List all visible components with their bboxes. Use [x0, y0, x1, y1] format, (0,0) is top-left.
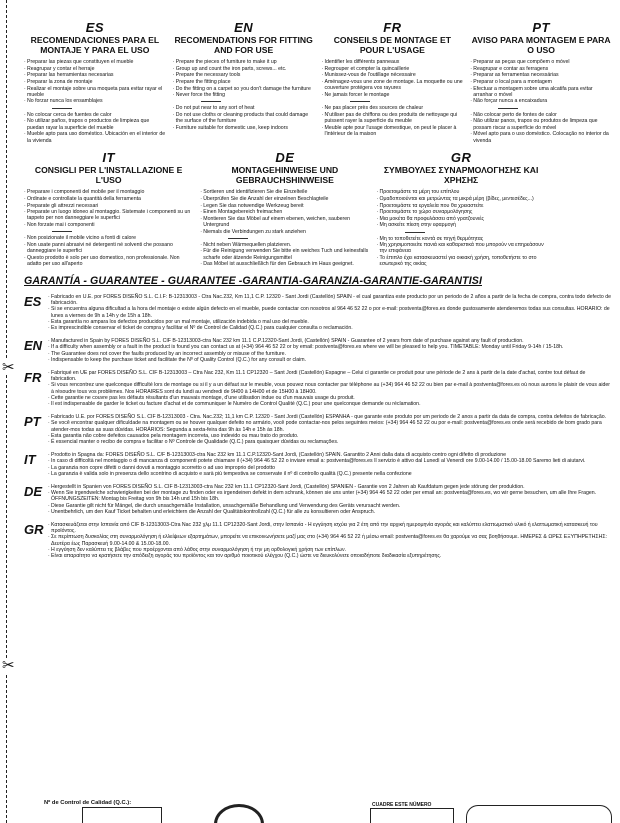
guarantee-line: · Unentbehrlich, um den Kauf Ticket behalten und erleichtern die Anzahl der Qualitätskontrollzahl (Q.C.) für alle zu konsultieren oder Anspruch. [48, 509, 612, 515]
guarantee-line: · The Guarantee does not cover the faults produced by an incorrect assembly or misuse of the furniture. [48, 351, 612, 357]
list-item: · Preparar las herramientas necesarias [24, 72, 166, 78]
divider [498, 108, 518, 109]
empty-column [553, 150, 612, 268]
guarantee-lines [48, 338, 612, 363]
list-item: · Não utilizar panos, trapos ou produtos de limpeza que possam riscar a superfície do móvel [470, 118, 612, 131]
assembly-tips [24, 189, 193, 228]
instructions-sheet [24, 20, 612, 559]
recommendation-heading: AVISO PARA MONTAGEM E PARA O USO [471, 35, 611, 55]
list-item: · Ne jamais forcer le montage [322, 92, 464, 98]
list-item: · Sortieren und identifizieren Sie die Einzelteile [200, 189, 369, 195]
usage-tips [24, 235, 193, 267]
guarantee-title: GARANTÍA - GUARANTEE - GUARANTEE -GARANTIA-GARANZIA-GARANTIE-GARANTISI [24, 274, 482, 287]
assembly-tips [24, 59, 166, 105]
guarantee-line: · Wenn Sie irgendwelche schwierigkeiten bei der montage zu finden oder es irgendeinen defekt in dem schrank, können sie uns unter (+34) 964 46 52 22 oder per email an: postventa@fores.es, wo wir gerne besuchen, um alle Ihre Fragen. ÖFFNUNGSZEITEN: Montag bis Freitag von 9h bis 14h und 15h bis 18h. [48, 490, 612, 502]
list-item: · Prepare the necessary tools [173, 72, 315, 78]
guarantee-line: · Fabricado en U.E. por FORES DISEÑO S.L. C.I.F: B-12313003 - Ctra Nac.232, Km 11,1 C.P. 12320 - Sant Jordi (Castellón) SPAIN - el cual garantiza este producto por un periodo de 2 años a partir de la fecha de compra, contra todo defecto de fabricación. [48, 294, 612, 306]
list-item: · Non posizionate il mobile vicino a fonti di calore [24, 235, 193, 241]
list-item: · Μια μοκέτα θα προφυλάσσει από γρατζουνιές [377, 216, 546, 222]
guarantee-lines [48, 414, 612, 445]
recommendation-column-en [173, 20, 315, 144]
list-item: · Montieren Sie das Möbel auf einem ebenen, weichen, sauberen Untergrund [200, 216, 369, 229]
list-item: · No utilizar paños, trapos o productos de limpieza que puedan rayar la superficie del mueble [24, 118, 166, 131]
language-code: PT [532, 20, 550, 35]
list-item: · Não colocar perto de fontes de calor [470, 112, 612, 118]
language-code: FR [383, 20, 402, 35]
list-item: · N'utiliser pas de chiffons ou des produits de nettoyage qui puissent rayer la superficie du meuble [322, 112, 464, 125]
divider [52, 231, 72, 232]
list-item: · No colocar cerca de fuentes de calor [24, 112, 166, 118]
guarantee-line: · Manufactured in Spain by FORES DISEÑO S.L. CIF B-12313003-ctra Nac 232 km 11.1 C.P.12320-Sant Jordi, (Castellón) SPAIN - Guarantee of 2 years from date of purchase against any fault of production. [48, 338, 612, 344]
usage-tips [470, 112, 612, 144]
recommendation-column-it [24, 150, 193, 268]
recommendation-column-de [200, 150, 369, 268]
list-item: · Do not use cloths or cleaning products that could damage the surface of the furniture [173, 112, 315, 125]
guarantee-line: · Fabricado U.E. por FORES DISEÑO S.L. CIF B-12313003 - Ctra. Nac.232; 11,1 km C.P. 12320 - Sant Jordi (Castellón) ESPANHA - que garante este produto por um periodo de 2 anos a partir da data de compra, contra defeitos de fabricação. [48, 414, 612, 420]
list-item: · Do the fitting on a carpet so you don't damage the furniture [173, 86, 315, 92]
logo-mark [214, 804, 264, 823]
divider [201, 101, 221, 102]
guarantee-line: · Indispensable to keep the purchase ticket and facilitate the Nº of Quality Control (Q.C.) for any consult or claim. [48, 357, 612, 363]
list-item: · Preparar as ferramentas necessárias [470, 72, 612, 78]
recommendation-heading: CONSIGLI PER L'INSTALLAZIONE E L'USO [34, 165, 183, 185]
guarantee-line: · Diese Garantie gilt nicht für Mängel, die durch unsachgemäße Installation, unsachgemäße Behandlung und Verwendung des Geräts verursacht werden. [48, 503, 612, 509]
list-item: · Nicht neben Wärmequellen platzieren. [200, 242, 369, 248]
guarantee-line: · Κατασκευάζεται στην Ισπανία από CIF B-12313003-Ctra Nac 232 χλμ 11.1 CP12320-Sant Jordi, στην Ισπανία - Η εγγύηση ισχύει για 2 έτη από την αρχική ημερομηνία αγοράς και καλύπτει ελαττωματικό υλικό ή ελαττωματική κατασκευή του προϊόντος. [48, 522, 612, 534]
list-item: · Das Möbel ist ausschließlich für den Gebrauch im Haus geeignet. [200, 261, 369, 267]
list-item: · Legen Sie das notwendige Werkzeug bereit [200, 203, 369, 209]
guarantee-es [24, 294, 612, 331]
list-item: · Μη το τοποθετείτε κοντά σε πηγή θερμότητας [377, 236, 546, 242]
list-item: · Μη ασκείτε πίεση στην εφαρμογή [377, 222, 546, 228]
guarantee-line: · If a difficulty when assembly or a fault in the product is found you can contact us at (+34) 964 46 52 22 or by email: postventa@fores.es where we will be pleased to help you. TIMETABLE: Monday until Friday 9-14h / 15-18h. [48, 344, 612, 350]
qc-label: Nº de Control de Calidad (Q.C.): [44, 800, 132, 806]
guarantee-pt [24, 414, 612, 445]
guarantee-line: · La garanzia non copre difetti o danni dovuti a montaggio scorretto o ad uso improprio del prodotto [48, 465, 612, 471]
list-item: · Einen Montagebereich freimachen [200, 209, 369, 215]
language-code: FR [24, 369, 42, 385]
guarantee-list [24, 294, 612, 559]
stamp-label: CUADRE ESTE NÚMERO [372, 802, 432, 808]
list-item: · Für die Reinigung verwenden Sie bitte ein weiches Tuch und keinesfalls scharfe oder ätzende Reinigungsmittel [200, 248, 369, 261]
guarantee-line: · Il est indispensable de garder le ticket ou facture d'achat et de communiquer le Numéro de Control Qualité (Q.C.) pour une quelconque demande ou réclamation. [48, 401, 612, 407]
guarantee-line: · Es imprescindible conservar el ticket de compra y facilitar el Nº de Control de Calidad (Q.C.) para cualquier consulta o reclamación. [48, 325, 612, 331]
list-item: · Questo prodotto è solo per uso domestico, non professionale. Non adatto per uso all'aperto [24, 255, 193, 268]
assembly-tips [322, 59, 464, 98]
list-item: · Regrouper et compter la quincaillerie [322, 66, 464, 72]
recommendations-row-1 [24, 20, 612, 144]
guarantee-line: · Η εγγύηση δεν καλύπτει τις βλάβες που προέρχονται από λάθος στην συναρμολόγηση ή την μη ορθολογική χρήση των επίπλων. [48, 547, 612, 553]
guarantee-lines [48, 452, 612, 477]
recommendation-column-es [24, 20, 166, 144]
guarantee-lines [48, 484, 612, 515]
assembly-tips [470, 59, 612, 105]
list-item: · Efectuar a montagem sobre uma alcatifa para evitar arranhar o móvel [470, 86, 612, 99]
guarantee-line: · Cette garantie ne couvre pas les défauts résultants d'un mauvais montage, d'une utilisation indue ou d'un mauvais usage du produit. [48, 395, 612, 401]
guarantee-line: · In caso di difficoltà nel montaggio o di mancanza di componenti potete chiamare il (+34) 964 46 52 22 o inviare email a: postventa@fores.es Il servizio è attivo dal Lunedì al Venerdì ore 9.00-14.00 / 15.00-18.00 Saremo lieti di aiutarvi. [48, 458, 612, 464]
scissors-icon: ✂ [2, 657, 15, 674]
language-code: GR [450, 150, 472, 166]
list-item: · Non forzate mai i componenti [24, 222, 193, 228]
guarantee-line: · Fabriqué en UE par FORES DISEÑO S.L. CIF B-12313003 – Ctra Nac 232, Km 11.1 CP12320 – Sant Jordi (Castellón) Espagne – Celui ci garantie ce produit pour une période de 2 ans à partir de la date d'achat, contre tout défaut de fabrication. [48, 370, 612, 382]
language-code: ES [85, 20, 105, 35]
guarantee-gr [24, 522, 612, 559]
footer [36, 800, 612, 823]
list-item: · Ομαδοποιούνται και μετρώντας τα μικρά μέρη (βίδες, μεντεσέδες...) [377, 196, 546, 202]
list-item: · Preparate gli attrezzi necessari [24, 203, 193, 209]
cut-line [6, 0, 7, 823]
list-item: · Mueble apto para uso doméstico. Ubicación en el interior de la vivienda [24, 131, 166, 144]
recommendation-heading: ΣΥΜΒΟΥΛΕΣ ΣΥΝΑΡΜΟΛΟΓΗΣΗΣ ΚΑΙ ΧΡΗΣΗΣ [383, 165, 539, 185]
divider [350, 101, 370, 102]
divider [228, 238, 248, 239]
language-code: EN [24, 338, 43, 354]
guarantee-line: · Si se encuentra alguna dificultad a la hora del montaje o existe algún defecto en el mueble, puede contactar con nosotros al 964 46 52 22 o por e-mail: postventa@fores.es donde gustosamente atenderemos todas sus consultas. HORARIO: de lunes a viernes de 9h a 14h y de 15h a 18h. [48, 306, 612, 318]
language-code: IT [102, 150, 115, 166]
usage-tips [24, 112, 166, 144]
recommendation-heading: MONTAGEHINWEISE UND GEBRAUCHSHINWEISE [231, 165, 339, 185]
list-item: · Ordinate e controllate la quantità della ferramenta [24, 196, 193, 202]
list-item: · Προετοιμάστε το χώρο συναρμολόγησης [377, 209, 546, 215]
guarantee-en [24, 338, 612, 363]
guarantee-line: · Σε περίπτωση δυσκολίας στη συναρμολόγηση ή ελλείψεων εξαρτημάτων, μπορείτε να επικοινωνήσετε μαζί μας στο (+34) 964 46 52 22 ή μέσω email: postventa@fores.es θα χαρούμε να σας βοηθήσουμε. ΗΜΕΡΕΣ & ΩΡΕΣ ΕΞΥΠΗΡΕΤΗΣΗΣ: Δευτέρα έως Παρασκευή 9.00-14.00 & 15.00-18.00. [48, 534, 612, 546]
list-item: · Móvel apto para o uso doméstico. Colocação no interior da vivenda [470, 131, 612, 144]
list-item: · Group up and count the iron parts, screws... etc. [173, 66, 315, 72]
stamp-box [370, 808, 454, 823]
guarantee-line: · É essencial manter o recibo de compra e facilitar o Nº Controle de Qualidade (Q.C.) para quaisquer dúvidas ou reclamações. [48, 439, 612, 445]
guarantee-line: · Hergestellt in Spanien von FORES DISEÑO S.L. CIF B-12313003-ctra Nac 232 km 11.1 CP12320-Sant Jordi, (Castellón) SPANIEN - Garantie von 2 Jahren ab Kaufdatum gegen jede störung der produktion. [48, 484, 612, 490]
guarantee-lines [48, 370, 612, 407]
language-code: PT [24, 414, 41, 430]
recommendation-heading: CONSEILS DE MONTAGE ET POUR L'USAGE [333, 35, 452, 55]
list-item: · Preparar as peças que compõem o móvel [470, 59, 612, 65]
language-code: ES [24, 293, 42, 309]
list-item: · Προετοιμάστε τα εργαλεία που θα χρειαστείτε [377, 203, 546, 209]
usage-tips [200, 242, 369, 268]
qc-box [82, 807, 162, 823]
recommendation-column-fr [322, 20, 464, 144]
list-item: · Reagrupar e contar as ferragens [470, 66, 612, 72]
list-item: · Preparar o local para a montagem [470, 79, 612, 85]
list-item: · Never force the fitting [173, 92, 315, 98]
list-item: · Furniture suitable for domestic use, keep indoors [173, 125, 315, 131]
usage-tips [173, 105, 315, 131]
guarantee-lines [48, 522, 612, 559]
recommendation-heading: RECOMENDACIONES PARA EL MONTAJE Y PARA EL USO [30, 35, 160, 55]
list-item: · Niemals die Verbindungen zu stark anziehen [200, 229, 369, 235]
guarantee-line: · Esta garantía no ampara los defectos producidos por un mal montaje, utilización indebida o mal uso del mueble. [48, 319, 612, 325]
guarantee-line: · Si vous rencontrez une quelconque difficulté lors de montage ou si il y a un défaut sur le meuble, vous pouvez nous contacter par téléphone au (+34) 964 46 52 22 ou bien par e-mail à postventa@fores.es où nous aurons le plaisir de vous aider à résoudre tous vos problèmes. Nos HORAIRES sont du lundi au vendredi de 9H00 à 14H00 et de 15H00 à 18H00. [48, 382, 612, 394]
language-code: DE [24, 484, 43, 500]
recommendation-column-gr [377, 150, 546, 268]
assembly-tips [173, 59, 315, 98]
list-item: · Aménagez-vous une zone de montage. La moquette ou une couverture protégera vos rayures [322, 79, 464, 92]
usage-tips [377, 236, 546, 268]
list-item: · Προετοιμάστε τα μέρη του επίπλου [377, 189, 546, 195]
usage-tips [322, 105, 464, 137]
list-item: · Do not put near to any sort of heat [173, 105, 315, 111]
list-item: · Reagrupar y contar el herraje [24, 66, 166, 72]
list-item: · Preparar la zona de montaje [24, 79, 166, 85]
guarantee-fr [24, 370, 612, 407]
recommendations-row-2 [24, 150, 612, 268]
scissors-icon: ✂ [2, 359, 15, 376]
guarantee-line: · Esta garantia não cobre defeitos causados pela montagem incorreta, uso indevido ou mau trato do produto. [48, 433, 612, 439]
list-item: · Το έπιπλο έχει κατασκευαστεί για οικιακή χρήση, τοποθετήστε το στο εσωτερικό της οικίας [377, 255, 546, 268]
label-frame [466, 805, 612, 823]
list-item: · Μη χρησιμοποιείτε πανιά και καθαριστικά που μπορούν να επηρεάσουν την επιφάνεια [377, 242, 546, 255]
list-item: · Preparar las piezas que constituyen el mueble [24, 59, 166, 65]
list-item: · Meuble apte pour l'usage domestique, on peut le placer à l'intérieur de la maison [322, 125, 464, 138]
language-code: GR [24, 522, 44, 538]
list-item: · Preparare i componenti del mobile per il montaggio [24, 189, 193, 195]
list-item: · Identifier les différents panneaux [322, 59, 464, 65]
guarantee-lines [48, 294, 612, 331]
list-item: · Ne pas placer près des sources de chaleur [322, 105, 464, 111]
guarantee-line: · Se você encontrar qualquer dificuldade na montagem ou se houver qualquer defeito no armário, você pode contactar-nos pelos seguintes meios: (+34) 964 46 52 22 ou por e-mail: postventa@fores.es onde será recebido de bom grado para atender-mos todas as suas dúvidas. HORÁRIOS: Segunda a sexta-feira das 9h às 14h e 15h às 18h. [48, 420, 612, 432]
assembly-tips [200, 189, 369, 235]
list-item: · Realizar el montaje sobre una moqueta para evitar rayar el mueble [24, 86, 166, 99]
list-item: · Munissez-vous de l'outillage nécessaire [322, 72, 464, 78]
recommendation-heading: RECOMENDATIONS FOR FITTING AND FOR USE [174, 35, 313, 55]
guarantee-de [24, 484, 612, 515]
list-item: · No forzar nunca los ensamblajes [24, 98, 166, 104]
guarantee-it [24, 452, 612, 477]
guarantee-line: · Prodotto in Spagna da: FORES DISEÑO S.L. C/F B-12313003-ctra Nac 232 km 11.1 C.P.12320-Sant Jordi, (Castellón) SPAIN. Garantito 2 Anni dalla data di acquisto contro ogni difetto di produzione [48, 452, 612, 458]
recommendation-column-pt [470, 20, 612, 144]
divider [405, 232, 425, 233]
list-item: · Prepare the fitting place [173, 79, 315, 85]
language-code: EN [234, 20, 254, 35]
assembly-tips [377, 189, 546, 228]
guarantee-line: · La garanzia è valida solo in presenza dello scontrino di acquisto e sarà più tempestiva se conservate il nº di controllo qualità (Q.C.) presente nella confezione [48, 471, 612, 477]
guarantee-line: · Είναι απαραίτητο να κρατήσετε την απόδειξη αγοράς του προϊόντος και τον αριθμό ποιοτικού ελέγχου (Q.C.) ώστε να διευκολύνετε οποιαδήποτε διαδικασία εξυπηρέτησης. [48, 553, 612, 559]
divider [52, 108, 72, 109]
list-item: · Überprüfen Sie die Anzahl der einzelnen Beschlagteile [200, 196, 369, 202]
language-code: DE [275, 150, 295, 166]
list-item: · Não forçar nunca a encaixadura [470, 98, 612, 104]
list-item: · Non usate panni abrasivi né detergenti né solventi che possano danneggiare le superfici [24, 242, 193, 255]
language-code: IT [24, 452, 36, 468]
list-item: · Preparate un luogo idoneo al montaggio. Sistemate i componenti su un tappeto per non danneggiare le superfici [24, 209, 193, 222]
list-item: · Prepare the pieces of furniture to make it up [173, 59, 315, 65]
